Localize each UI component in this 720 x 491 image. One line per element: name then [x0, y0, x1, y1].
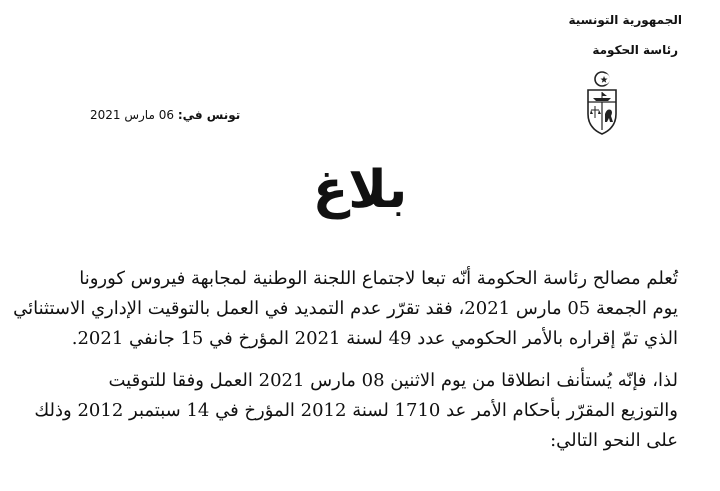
- paragraph-2-line-1: لذا، فإنّه يُستأنف انطلاقا من يوم الاثنين 08 مارس 2021 العمل وفقا للتوقيت: [108, 370, 678, 391]
- letterhead: [492, 12, 692, 58]
- paragraph-1-line-3: الذي تمّ إقراره بالأمر الحكومي عدد 49 لسنة 2021 المؤرخ في 15 جانفي 2021.: [71, 328, 678, 349]
- document-body: [13, 264, 678, 456]
- tunisia-coat-of-arms-icon: [582, 70, 622, 140]
- date-value: 06 مارس 2021: [90, 108, 174, 122]
- paragraph-1-line-1: تُعلم مصالح رئاسة الحكومة أنّه تبعا لاجتماع اللجنة الوطنية لمجابهة فيروس كورونا: [79, 268, 678, 289]
- presidency-name: رئاسة الحكومة: [592, 43, 678, 57]
- paragraph-1: [13, 264, 678, 354]
- date-label: تونس في:: [177, 108, 241, 122]
- paragraph-2-line-2: والتوزيع المقرّر بأحكام الأمر عد 1710 لسنة 2012 المؤرخ في 14 سبتمبر 2012 وذلك: [34, 400, 678, 421]
- paragraph-1-line-2: يوم الجمعة 05 مارس 2021، فقد تقرّر عدم التمديد في العمل بالتوقيت الإداري الاستثنائي: [13, 298, 678, 319]
- paragraph-2-line-3: على النحو التالي:: [550, 430, 678, 451]
- document-title: بلاغ: [312, 160, 408, 220]
- republic-name: الجمهورية التونسية: [568, 13, 682, 27]
- paragraph-2: [34, 366, 678, 456]
- date-line: [90, 108, 240, 122]
